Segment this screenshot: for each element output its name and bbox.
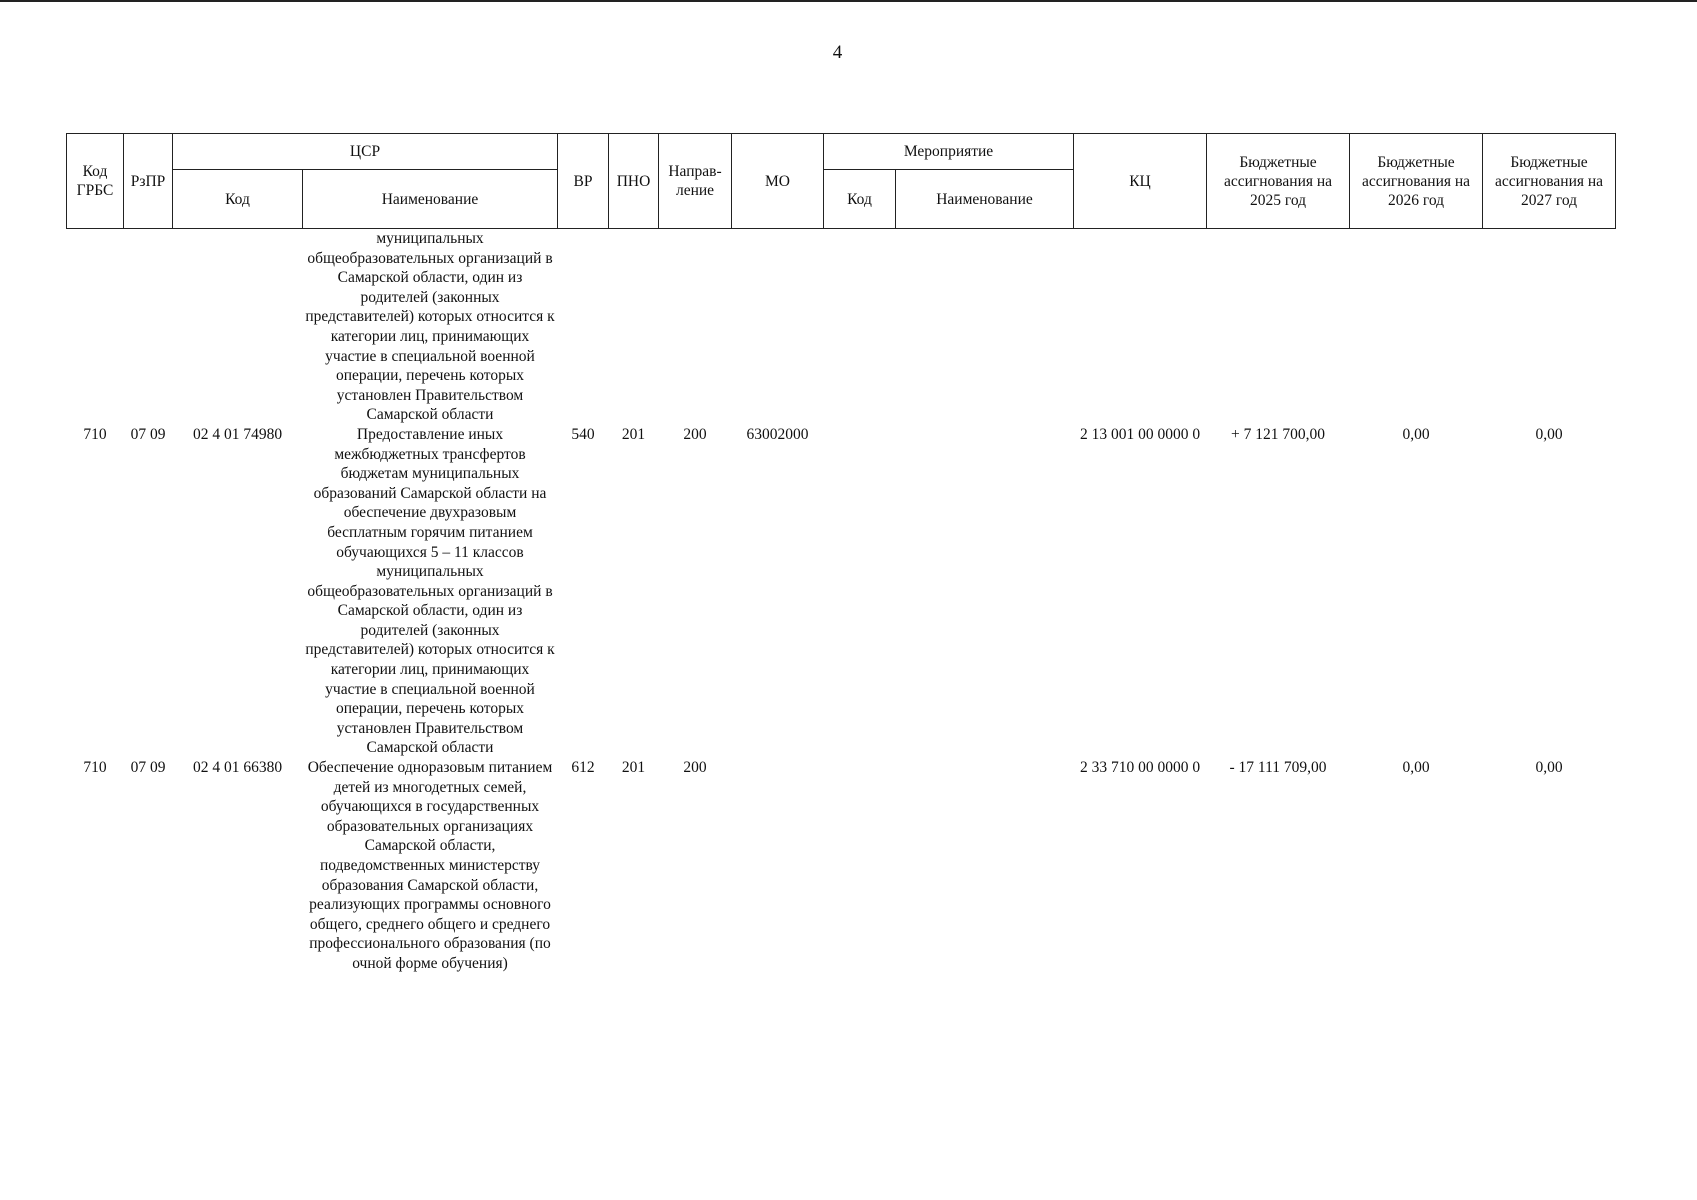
- header-pno: ПНО: [609, 134, 659, 229]
- header-budget-2026: Бюджетные ассигнования на 2026 год: [1350, 134, 1483, 229]
- cell-napr: 200: [683, 425, 707, 443]
- cell-pno: 201: [621, 759, 646, 777]
- header-meropr-name: Наименование: [896, 170, 1074, 229]
- budget-table: [66, 133, 1616, 974]
- page-number: 4: [832, 42, 843, 63]
- cell-csr-kod: 02 4 01 74980: [192, 425, 283, 443]
- header-budget-2027: Бюджетные ассигнования на 2027 год: [1483, 134, 1616, 229]
- cell-grbs: 710: [83, 425, 107, 443]
- cell-pno: 201: [621, 425, 646, 443]
- table-row: [67, 758, 1616, 974]
- top-border-line: [0, 0, 1697, 2]
- table-header-row: [67, 134, 1616, 170]
- cell-csr-kod: 02 4 01 66380: [192, 759, 283, 777]
- cell-budget-2026: 0,00: [1402, 425, 1430, 443]
- cell-name: Предоставление иных межбюджетных трансфертов бюджетам муниципальных образований Самарской области на обеспечение двухразовым бесплатным горячим питанием обучающихся 5 – 11 классов муниципальных общеобразовательных организаций в Самарской области, один из родителей (законных представителей) которых относится к категории лиц, принимающих участие в специальной военной операции, перечень которых установлен Правительством Самарской области: [305, 425, 555, 757]
- cell-grbs: 710: [83, 759, 107, 777]
- cell-vr: 540: [571, 425, 595, 443]
- header-mo: МО: [732, 134, 824, 229]
- cell-napr: 200: [683, 759, 707, 777]
- table-row: [67, 425, 1616, 758]
- cell-kc: 2 33 710 00 0000 0: [1079, 759, 1201, 777]
- cell-meropr-kod: [824, 758, 896, 974]
- cell-meropr-kod: [824, 425, 896, 758]
- header-vr: ВР: [558, 134, 609, 229]
- continued-name-cell: муниципальных общеобразовательных организаций в Самарской области, один из родителей (законных представителей) которых относится к категории лиц, принимающих участие в специальной военной операции, перечень которых установлен Правительством Самарской области: [305, 230, 555, 424]
- cell-budget-2025: + 7 121 700,00: [1231, 425, 1325, 443]
- header-csr-kod: Код: [173, 170, 303, 229]
- cell-vr: 612: [571, 759, 595, 777]
- cell-budget-2026: 0,00: [1402, 759, 1430, 777]
- header-meropr-kod: Код: [824, 170, 896, 229]
- cell-budget-2027: 0,00: [1535, 425, 1563, 443]
- cell-rzpr: 07 09: [130, 759, 166, 777]
- header-rzpr: РзПР: [124, 134, 173, 229]
- cell-kc: 2 13 001 00 0000 0: [1079, 425, 1201, 443]
- header-kc: КЦ: [1074, 134, 1207, 229]
- cell-mo: 63002000: [746, 425, 809, 443]
- cell-meropr-name: [896, 758, 1074, 974]
- header-budget-2025: Бюджетные ассигнования на 2025 год: [1207, 134, 1350, 229]
- header-meropriyatie: Мероприятие: [824, 134, 1074, 170]
- cell-budget-2027: 0,00: [1535, 759, 1563, 777]
- cell-meropr-name: [896, 425, 1074, 758]
- cell-mo: [732, 758, 824, 974]
- header-csr: ЦСР: [173, 134, 558, 170]
- table-row-continuation: [67, 229, 1616, 425]
- header-csr-name: Наименование: [303, 170, 558, 229]
- cell-name: Обеспечение одноразовым питанием детей из многодетных семей, обучающихся в государственных образовательных организациях Самарской области, подведомственных министерству образования Самарской области, реализующих программы основного общего, среднего общего и среднего профессионального образования (по очной форме обучения): [307, 759, 553, 972]
- cell-budget-2025: - 17 111 709,00: [1229, 759, 1327, 777]
- header-napr: Направ-ление: [659, 134, 732, 229]
- cell-rzpr: 07 09: [130, 425, 166, 443]
- header-kod-grbs: Код ГРБС: [67, 134, 124, 229]
